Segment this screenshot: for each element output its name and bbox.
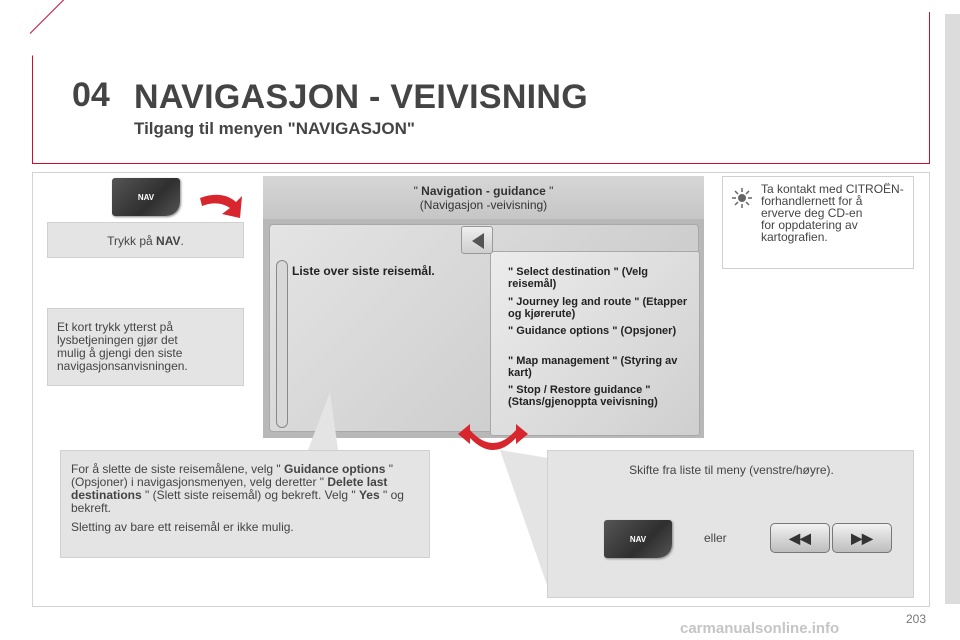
tip-line: forhandlernett for å — [761, 194, 863, 208]
text: " (Slett siste reisemål) og bekreft. Velg " — [141, 488, 359, 502]
back-button[interactable] — [461, 226, 493, 254]
arrow-right-icon — [196, 188, 248, 224]
text: " og bekreft. — [71, 488, 404, 515]
back-arrow-icon — [472, 233, 484, 249]
note-line: mulig å gjengi den siste — [57, 346, 183, 360]
menu-translation: (Stans/gjenoppta veivisning) — [508, 396, 658, 408]
tip-line: for oppdatering av — [761, 218, 858, 232]
step-key: NAV — [156, 234, 181, 248]
light-bulb-icon — [731, 187, 753, 209]
callout-pointer-left — [300, 392, 340, 452]
nav-button-label: NAV — [629, 534, 647, 544]
menu-label: " Journey leg and route " — [508, 296, 640, 308]
delete-note-paragraph — [71, 463, 419, 515]
scrollbar[interactable] — [276, 260, 288, 428]
text: " (Opsjoner) i navigasjonsmenyen, velg deretter " — [71, 462, 393, 489]
menu-item-guidance-options[interactable] — [508, 325, 693, 337]
header-corner — [32, 12, 76, 56]
rewind-icon: ◀◀ — [789, 529, 811, 546]
delete-note-warning: Sletting av bare ett reisemål er ikke mulig. — [71, 520, 294, 534]
fast-forward-icon: ▶▶ — [851, 529, 873, 546]
menu-translation: (Etapper og kjørerute) — [508, 296, 688, 320]
quote: " — [413, 184, 422, 198]
text-bold: Guidance options — [284, 462, 386, 476]
step-suffix: . — [180, 234, 184, 248]
screen-title: Navigation - guidance — [421, 184, 546, 198]
recent-destinations-title: Liste over siste reisemål. — [292, 264, 435, 278]
switch-note-text: Skifte fra liste til meny (venstre/høyre). — [629, 463, 834, 477]
menu-item-journey-leg[interactable] — [508, 296, 693, 320]
seek-back-button[interactable] — [770, 523, 830, 553]
short-press-note — [47, 308, 244, 386]
text-bold: Delete last destinations — [71, 475, 388, 502]
menu-label: " Guidance options " — [508, 325, 618, 337]
chapter-number: 04 — [72, 76, 110, 114]
menu-translation: (Velg reisemål) — [508, 266, 649, 290]
menu-translation: (Styring av kart) — [508, 355, 678, 379]
note-line: lysbetjeningen gjør det — [57, 333, 178, 347]
screen-subtitle: (Navigasjon -veivisning) — [419, 198, 548, 212]
nav-button[interactable] — [112, 178, 180, 216]
tip-line: erverve deg CD-en — [761, 206, 863, 220]
nav-button-label: NAV — [137, 192, 155, 202]
menu-translation: (Opsjoner) — [617, 325, 677, 337]
menu-item-select-destination[interactable] — [508, 266, 693, 290]
or-label: eller — [704, 531, 727, 545]
tip-line: Ta kontakt med CITROËN- — [761, 182, 904, 196]
watermark: carmanualsonline.info — [680, 620, 840, 637]
nav-button-2[interactable] — [604, 520, 672, 558]
page-number: 203 — [906, 612, 927, 626]
menu-item-map-management[interactable] — [508, 355, 693, 379]
page-title: NAVIGASJON - VEIVISNING — [134, 78, 589, 116]
step-press-nav — [47, 222, 244, 258]
menu-label: " Select destination " — [508, 266, 619, 278]
tip-text — [761, 183, 904, 243]
side-strip — [945, 14, 960, 604]
delete-destinations-note — [60, 450, 430, 558]
note-line: navigasjonsanvisningen. — [57, 359, 188, 373]
step-text: Trykk på — [107, 234, 157, 248]
text: For å slette de siste reisemålene, velg " — [71, 462, 285, 476]
text-bold: Yes — [358, 488, 380, 502]
tip-box — [722, 176, 914, 269]
menu-label: " Stop / Restore guidance " — [508, 384, 651, 396]
screen-header — [263, 176, 704, 219]
page-subtitle: Tilgang til menyen "NAVIGASJON" — [134, 119, 415, 138]
note-line: Et kort trykk ytterst på — [57, 320, 174, 334]
menu-item-stop-restore[interactable] — [508, 384, 693, 408]
seek-forward-button[interactable] — [832, 523, 892, 553]
quote: " — [545, 184, 554, 198]
menu-label: " Map management " — [508, 355, 618, 367]
tip-line: kartografien. — [761, 230, 828, 244]
